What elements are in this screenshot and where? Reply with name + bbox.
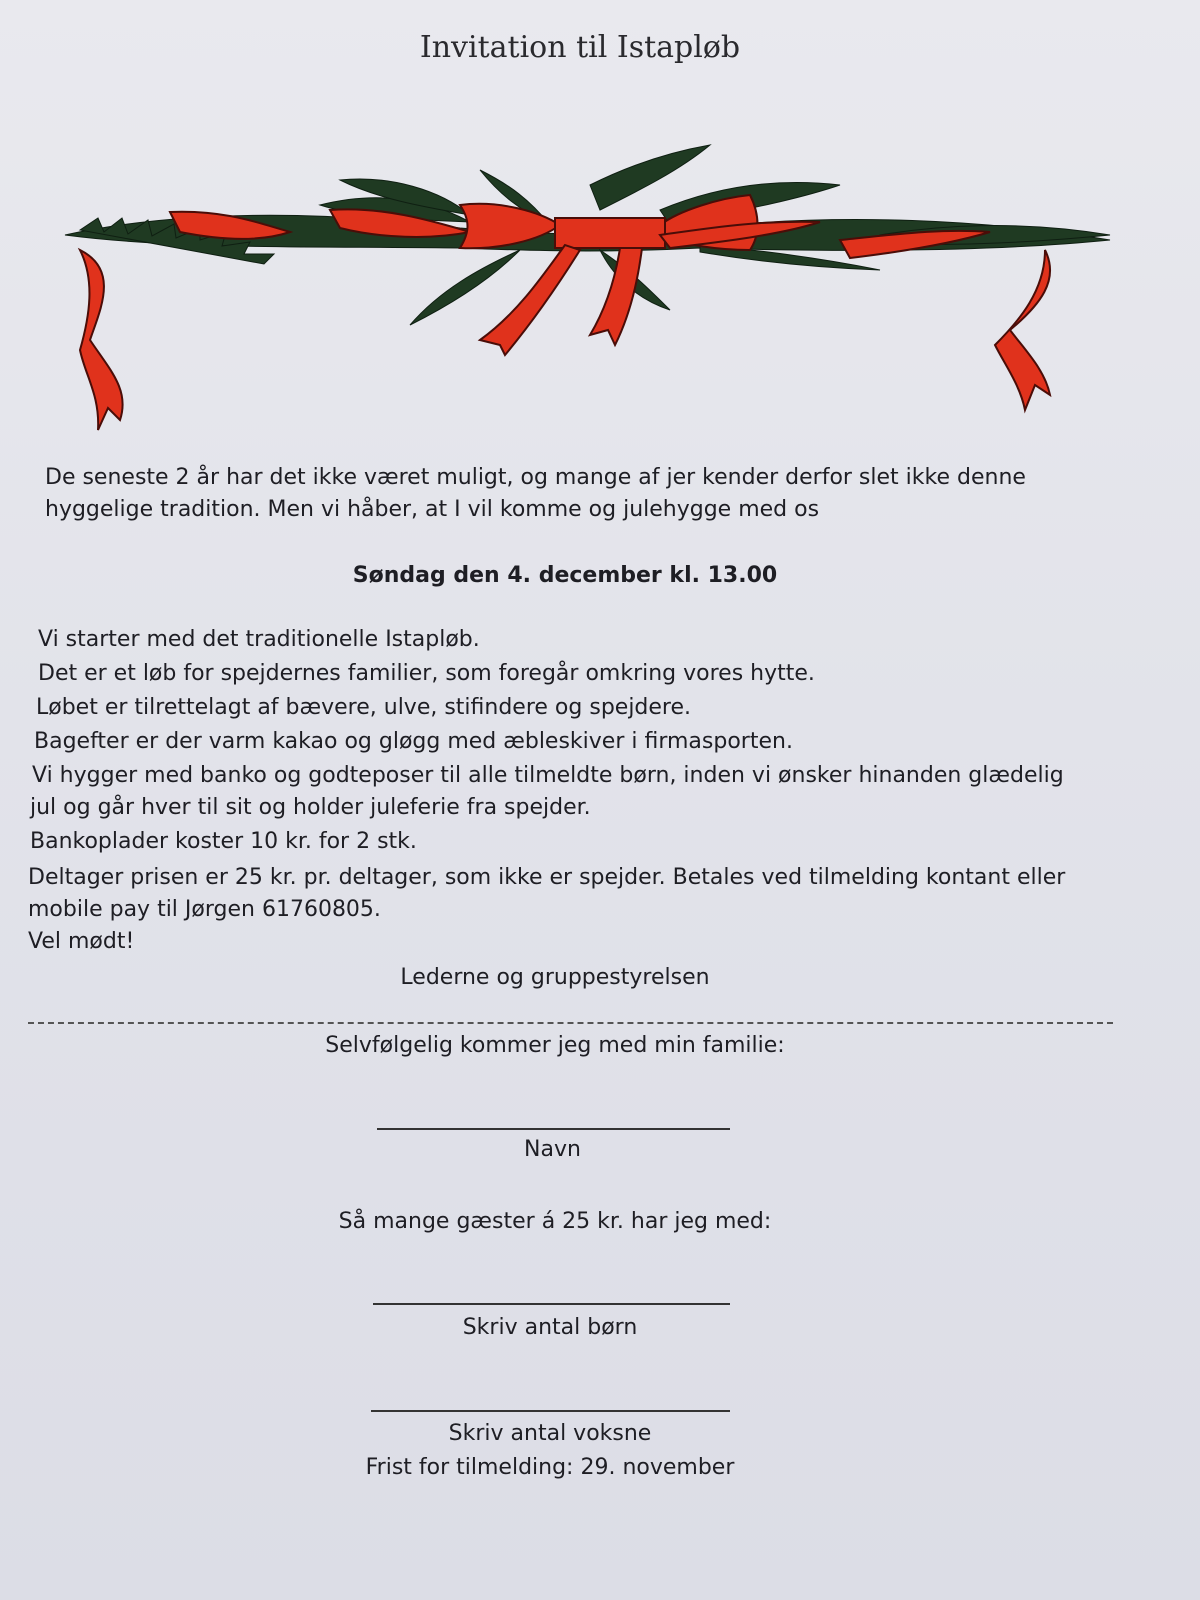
adults-count-field-line[interactable] — [371, 1410, 730, 1412]
body-line-9: mobile pay til Jørgen 61760805. — [28, 897, 381, 922]
adults-label: Skriv antal voksne — [448, 1421, 652, 1446]
body-line-5: Vi hygger med banko og godteposer til alle tilmeldte børn, inden vi ønsker hinanden glædelig — [32, 763, 1064, 788]
body-line-4: Bagefter er der varm kakao og gløgg med æbleskiver i firmasporten. — [34, 729, 793, 754]
name-field-line[interactable] — [377, 1128, 730, 1130]
name-label: Navn — [524, 1137, 581, 1162]
page-title: Invitation til Istapløb — [419, 30, 741, 65]
body-line-8: Deltager prisen er 25 kr. pr. deltager, som ikke er spejder. Betales ved tilmelding kontant eller — [28, 865, 1066, 890]
body-line-6: jul og går hver til sit og holder juleferie fra spejder. — [30, 795, 591, 820]
body-line-1: Vi starter med det traditionelle Istapløb. — [38, 627, 480, 652]
intro-line-2: hyggelige tradition. Men vi håber, at I vil komme og julehygge med os — [45, 497, 820, 522]
form-heading: Selvfølgelig kommer jeg med min familie: — [325, 1033, 785, 1058]
christmas-garland-illustration — [60, 140, 1140, 440]
body-line-10: Vel mødt! — [28, 929, 135, 954]
children-label: Skriv antal børn — [462, 1315, 638, 1340]
cut-line-divider — [28, 1022, 1113, 1024]
intro-line-1: De seneste 2 år har det ikke været muligt, og mange af jer kender derfor slet ikke denne — [45, 465, 1026, 490]
signature: Lederne og gruppestyrelsen — [400, 965, 710, 990]
body-line-2: Det er et løb for spejdernes familier, som foregår omkring vores hytte. — [38, 661, 815, 686]
guests-question: Så mange gæster á 25 kr. har jeg med: — [338, 1209, 772, 1234]
body-line-3: Løbet er tilrettelagt af bævere, ulve, stifindere og spejdere. — [36, 695, 692, 720]
registration-deadline: Frist for tilmelding: 29. november — [365, 1455, 735, 1480]
children-count-field-line[interactable] — [373, 1303, 730, 1305]
body-line-7: Bankoplader koster 10 kr. for 2 stk. — [30, 829, 417, 854]
event-date: Søndag den 4. december kl. 13.00 — [352, 563, 778, 588]
